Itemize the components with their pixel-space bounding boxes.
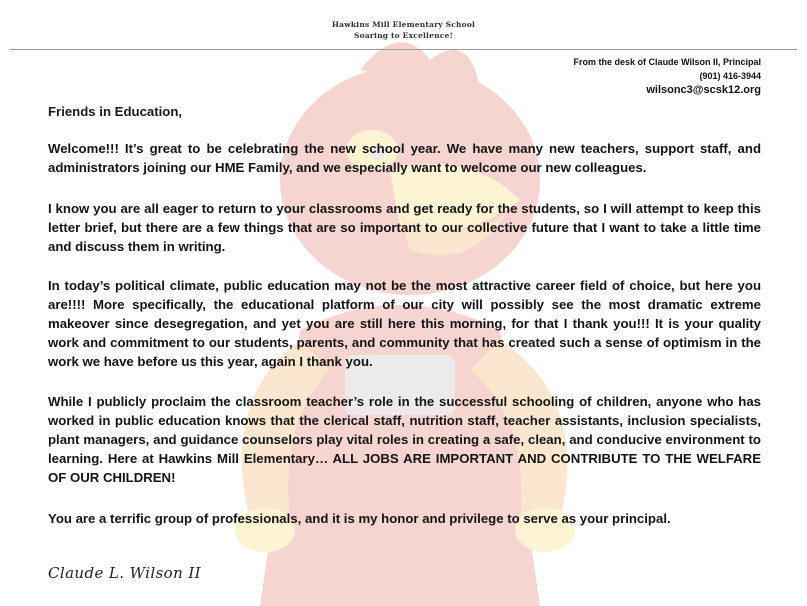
paragraph-brief: I know you are all eager to return to your classrooms and get ready for the students, so I will attempt to keep this letter brief, but there are a few things that are so important to our collective future that I want to take a little time and discuss them in writing.	[48, 201, 761, 254]
school-motto: Soaring to Excellence!	[354, 31, 453, 40]
paragraph-climate: In today’s political climate, public education may not be the most attractive career field of choice, but here you are!!!! More specifically, the educational platform of our city will possibly see the most dramatic extreme makeover since desegregation, and yet you are still here this morning, for that I thank you!!! It is your quality work and commitment to our students, parents, and community that has created such a sense of optimism in the work we have before us this year, again I thank you.	[48, 278, 761, 369]
sender-phone: (901) 416-3944	[699, 71, 761, 81]
sender-desk-line: From the desk of Claude Wilson II, Principal	[573, 57, 761, 67]
sender-email: wilsonc3@scsk12.org	[646, 84, 761, 96]
school-name: Hawkins Mill Elementary School	[331, 20, 476, 29]
paragraph-welcome: Welcome!!! It’s great to be celebrating the new school year. We have many new teachers, support staff, and administrators joining our HME Family, and we especially want to welcome our new colleagues.	[48, 141, 761, 175]
paragraph-closing: You are a terrific group of professionals, and it is my honor and privilege to serve as your principal.	[48, 511, 671, 526]
paragraph-staff: While I publicly proclaim the classroom teacher’s role in the successful schooling of children, anyone who has worked in public education knows that the clerical staff, nutrition staff, teacher assistants, inclusion specialists, plant managers, and guidance counselors play vital roles in creating a safe, clean, and conducive environment to learning. Here at Hawkins Mill Elementary… ALL JOBS ARE IMPORTANT AND CONTRIBUTE TO THE WELFARE OF OUR CHILDREN!	[48, 394, 761, 485]
salutation: Friends in Education,	[48, 104, 183, 119]
signature: Claude L. Wilson II	[48, 564, 201, 582]
header-divider	[10, 49, 797, 50]
